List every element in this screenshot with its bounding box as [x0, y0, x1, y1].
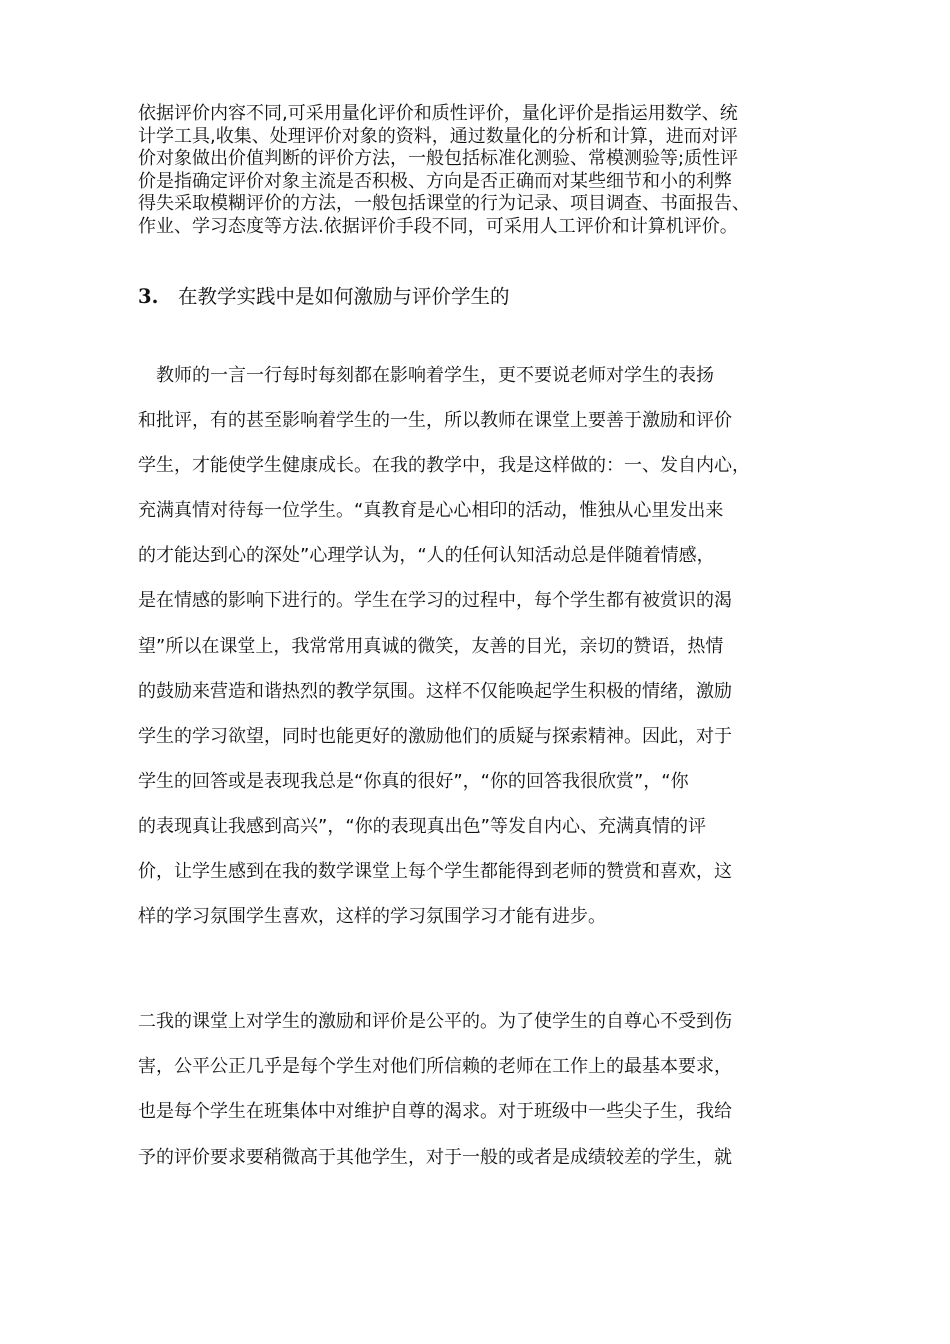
paragraph-line: 的鼓励来营造和谐热烈的教学氛围。这样不仅能唤起学生积极的情绪，激励 — [138, 680, 732, 702]
paragraph-fair-evaluation — [138, 999, 828, 1180]
section-heading — [138, 284, 510, 310]
paragraph-line: 望”所以在课堂上，我常常用真诚的微笑，友善的目光，亲切的赞语，热情 — [138, 635, 724, 657]
paragraph-line: 依据评价内容不同,可采用量化评价和质性评价，量化评价是指运用数学、统 — [138, 103, 738, 124]
paragraph-line: 价对象做出价值判断的评价方法，一般包括标准化测验、常模测验等;质性评 — [138, 148, 739, 170]
paragraph-line: 学生，才能使学生健康成长。在我的教学中，我是这样做的：一、发自内心， — [138, 455, 750, 477]
section-title: 在教学实践中是如何激励与评价学生的 — [178, 285, 510, 308]
paragraph-encourage-students — [138, 353, 828, 939]
paragraph-line: 计学工具,收集、处理评价对象的资料，通过数量化的分析和计算，进而对评 — [138, 125, 738, 147]
paragraph-line: 害，公平公正几乎是每个学生对他们所信赖的老师在工作上的最基本要求， — [138, 1056, 732, 1078]
paragraph-line: 的才能达到心的深处”心理学认为，“人的任何认知活动总是伴随着情感， — [138, 545, 715, 567]
paragraph-line: 教师的一言一行每时每刻都在影响着学生，更不要说老师对学生的表扬 — [138, 365, 714, 386]
paragraph-line: 和批评，有的甚至影响着学生的一生，所以教师在课堂上要善于激励和评价 — [138, 410, 732, 432]
paragraph-line: 是在情感的影响下进行的。学生在学习的过程中，每个学生都有被赏识的渴 — [138, 590, 732, 612]
paragraph-line: 样的学习氛围学生喜欢，这样的学习氛围学习才能有进步。 — [138, 906, 606, 928]
section-number: 3. — [138, 285, 159, 308]
paragraph-line: 二我的课堂上对学生的激励和评价是公平的。为了使学生的自尊心不受到伤 — [138, 1011, 732, 1032]
paragraph-line: 学生的学习欲望，同时也能更好的激励他们的质疑与探索精神。因此，对于 — [138, 725, 732, 747]
paragraph-line: 作业、学习态度等方法.依据评价手段不同，可采用人工评价和计算机评价。 — [138, 215, 738, 237]
paragraph-line: 学生的回答或是表现我总是“你真的很好”，“你的回答我很欣赏”，“你 — [138, 770, 689, 792]
paragraph-line: 予的评价要求要稍微高于其他学生，对于一般的或者是成绩较差的学生，就 — [138, 1146, 732, 1168]
paragraph-line: 也是每个学生在班集体中对维护自尊的渴求。对于班级中一些尖子生，我给 — [138, 1101, 732, 1123]
paragraph-line: 充满真情对待每一位学生。“真教育是心心相印的活动，惟独从心里发出来 — [138, 500, 724, 522]
paragraph-line: 价是指确定评价对象主流是否积极、方向是否正确而对某些细节和小的利弊 — [138, 170, 732, 192]
paragraph-line: 得失采取模糊评价的方法，一般包括课堂的行为记录、项目调查、书面报告、 — [138, 193, 750, 215]
paragraph-evaluation-methods — [138, 103, 828, 239]
paragraph-line: 价，让学生感到在我的数学课堂上每个学生都能得到老师的赞赏和喜欢，这 — [138, 861, 732, 883]
paragraph-line: 的表现真让我感到高兴”，“你的表现真出色”等发自内心、充满真情的评 — [138, 815, 706, 837]
